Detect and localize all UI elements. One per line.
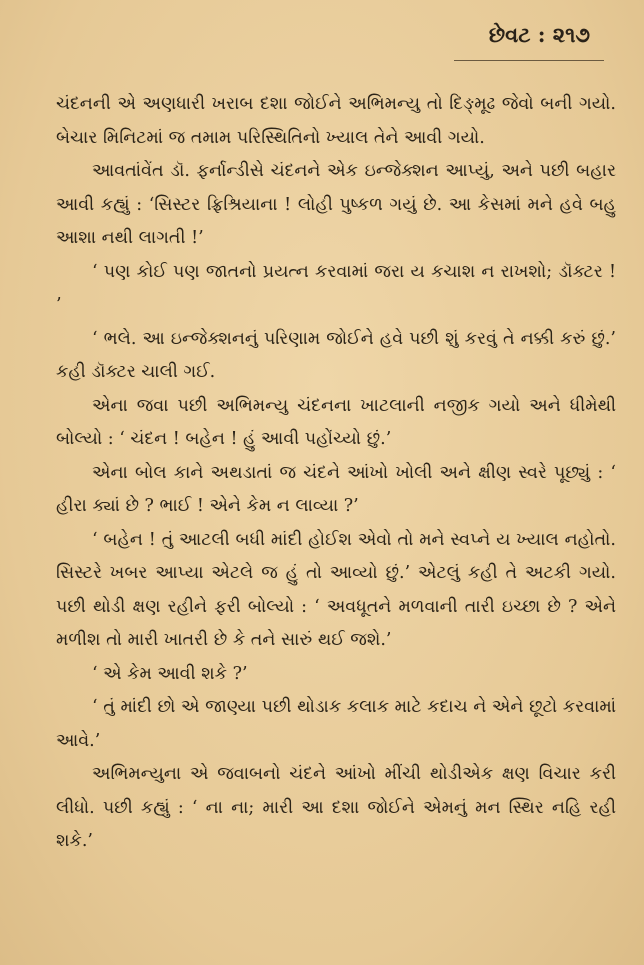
- page-body: [56, 88, 616, 859]
- paragraph: ‘ તું માંદી છો એ જાણ્યા પછી થોડાક કલાક માટે કદાચ ને એને છૂટો કરવામાં આવે.’: [56, 697, 616, 751]
- paragraph: અભિમન્યુના એ જવાબનો ચંદને આંખો મીંચી થોડીએક ક્ષણ વિચાર કરી લીધો. પછી કહ્યું : ‘ ના ના; મારી આ દશા જોઈને એમનું મન સ્થિર નહિ રહી શકે.’: [56, 764, 616, 851]
- paragraph: એના બોલ કાને અથડાતાં જ ચંદને આંખો ખોલી અને ક્ષીણ સ્વરે પૂછ્યું : ‘ હીરા ક્યાં છે ? ભાઈ ! એને કેમ ન લાવ્યા ?’: [56, 462, 616, 516]
- paragraph: ‘ બહેન ! તું આટલી બધી માંદી હોઈશ એવો તો મને સ્વપ્ને ય ખ્યાલ નહોતો. સિસ્ટરે ખબર આપ્યા એટલે જ હું તો આવ્યો છું.’ એટલું કહી તે અટકી ગયો. પછી થોડી ક્ષણ રહીને ફરી બોલ્યો : ‘ અવધૂતને મળવાની તારી ઇચ્છા છે ? એને મળીશ તો મારી ખાતરી છે કે તને સારું થઈ જશે.’: [56, 529, 616, 650]
- paragraph: ‘ એ કેમ આવી શકે ?’: [92, 663, 248, 684]
- paragraph: આવતાંવેંત ડૉ. ફર્નાન્ડીસે ચંદનને એક ઇન્જેક્શન આપ્યું, અને પછી બહાર આવી કહ્યું : ‘સિસ્ટર ફ્રિશ્રિયાના ! લોહી પુષ્કળ ગયું છે. આ કેસમાં મને હવે બહુ આશા નથી લાગતી !’: [56, 161, 616, 248]
- running-header: છેવટ : ૨૧૭: [488, 22, 590, 47]
- paragraph: એના જવા પછી અભિમન્યુ ચંદનના ખાટલાની નજીક ગયો અને ધીમેથી બોલ્યો : ‘ ચંદન ! બહેન ! હું આવી પહોંચ્યો છું.’: [56, 395, 616, 449]
- header-divider: [454, 60, 604, 61]
- paragraph: ‘ પણ કોઈ પણ જાતનો પ્રયત્ન કરવામાં જરા ય કચાશ ન રાખશો; ડૉક્ટર ! ’: [56, 261, 616, 315]
- paragraph: ‘ ભલે. આ ઇન્જેક્શનનું પરિણામ જોઈને હવે પછી શું કરવું તે નક્કી કરું છું.’ કહી ડૉક્ટર ચાલી ગઈ.: [56, 328, 616, 382]
- paragraph: ચંદનની એ અણધારી ખરાબ દશા જોઈને અભિમન્યુ તો દિઙ્મૂઢ જેવો બની ગયો. બેચાર મિનિટમાં જ તમામ પરિસ્થિતિનો ખ્યાલ તેને આવી ગયો.: [56, 94, 616, 148]
